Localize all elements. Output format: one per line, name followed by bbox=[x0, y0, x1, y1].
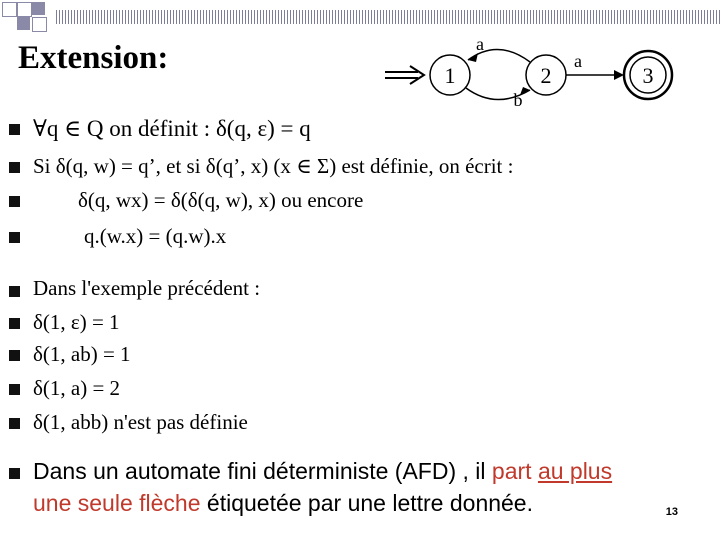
automaton-diagram bbox=[380, 34, 700, 114]
bullet bbox=[9, 232, 20, 243]
state-2-label: 2 bbox=[540, 63, 552, 88]
line-9: δ(1, abb) n'est pas définie bbox=[33, 410, 248, 434]
bullet bbox=[9, 350, 20, 361]
final-text-part1: Dans un automate fini déterministe (AFD) , il bbox=[33, 458, 492, 484]
edge-top-label: a bbox=[476, 34, 484, 54]
bullet bbox=[9, 196, 20, 207]
bullet bbox=[9, 286, 20, 297]
bullet bbox=[9, 468, 20, 479]
line-6: δ(1, ε) = 1 bbox=[33, 310, 120, 334]
state-1-label: 1 bbox=[444, 63, 456, 88]
line-4: q.(w.x) = (q.w).x bbox=[84, 224, 227, 248]
bullet bbox=[9, 124, 20, 135]
final-line-2 bbox=[33, 490, 533, 517]
line-1: ∀q ∈ Q on définit : δ(q, ε) = q bbox=[33, 116, 311, 141]
bullet bbox=[9, 162, 20, 173]
final-text-fleche: une seule flèche bbox=[33, 490, 201, 516]
final-text-rest: étiquetée par une lettre donnée. bbox=[200, 490, 533, 516]
slide-title: Extension: bbox=[18, 40, 169, 76]
line-3: δ(q, wx) = δ(δ(q, w), x) ou encore bbox=[78, 188, 364, 212]
edge-bottom-label: b bbox=[513, 90, 523, 110]
line-5: Dans l'exemple précédent : bbox=[33, 276, 261, 300]
state-3-label: 3 bbox=[642, 63, 654, 88]
line-8: δ(1, a) = 2 bbox=[33, 376, 121, 400]
bullet bbox=[9, 418, 20, 429]
header-stripe bbox=[56, 10, 720, 24]
final-line-1 bbox=[33, 458, 612, 485]
final-text-au-plus: au plus bbox=[537, 458, 613, 484]
final-text-part: part bbox=[491, 458, 532, 484]
bullet bbox=[9, 384, 20, 395]
line-2: Si δ(q, w) = q’, et si δ(q’, x) (x ∈ Σ) est définie, on écrit : bbox=[33, 154, 514, 178]
page-number: 13 bbox=[665, 506, 678, 518]
edge-right-label: a bbox=[574, 51, 582, 71]
line-7: δ(1, ab) = 1 bbox=[33, 342, 131, 366]
bullet bbox=[9, 318, 20, 329]
